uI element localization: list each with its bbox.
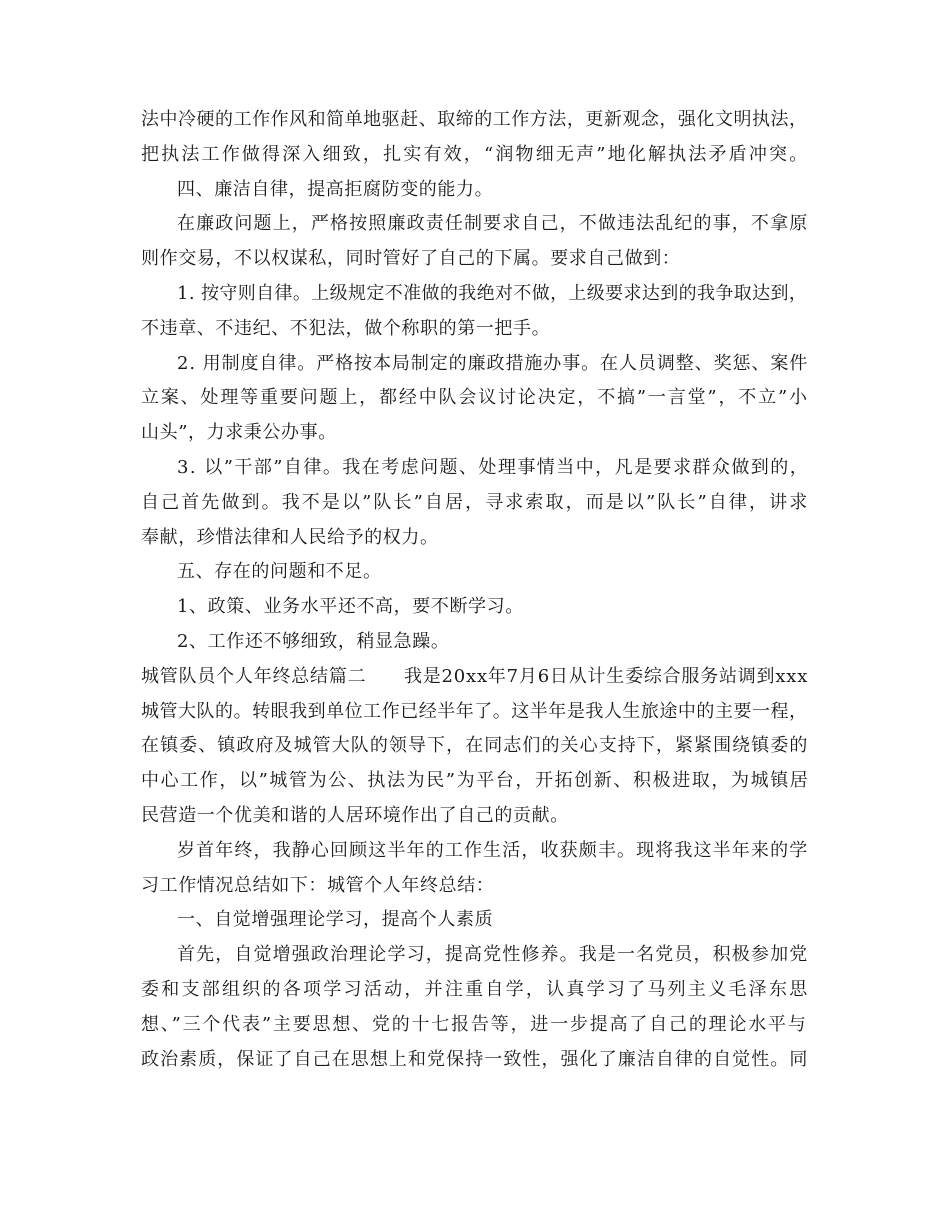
list-item: 1、政策、业务水平还不高，要不断学习。 [177, 596, 524, 618]
text-line: 自己首先做到。我不是以”队长”自居，寻求索取，而是以”队长”自律，讲求 [141, 491, 810, 513]
text-line: 想、”三个代表”主要思想、党的十七报告等，进一步提高了自己的理论水平与 [141, 1013, 808, 1035]
text-line: 在镇委、镇政府及城管大队的领导下，在同志们的关心支持下，紧紧围绕镇委的 [141, 735, 809, 757]
text-line: 委和支部组织的各项学习活动，并注重自学，认真学习了马列主义毛泽东思 [141, 979, 810, 1000]
text-line: 不违章、不违纪、不犯法，做个称职的第一把手。 [141, 317, 551, 339]
text-line: 岁首年终，我静心回顾这半年的工作生活，收获颇丰。现将我这半年来的学 [177, 839, 809, 861]
article-title-line: 城管队员个人年终总结篇二 我是20xx年7月6日从计生委综合服务站调到xxx [141, 665, 809, 687]
text-line: 首先，自觉增强政治理论学习，提高党性修养。我是一名党员，积极参加党 [177, 944, 809, 966]
text-line: 把执法工作做得深入细致，扎实有效，“润物细无声”地化解执法矛盾冲突。 [141, 143, 810, 165]
section-heading: 四、廉洁自律，提高拒腐防变的能力。 [177, 178, 494, 200]
text-line: 则作交易，不以权谋私，同时管好了自己的下属。要求自己做到： [141, 248, 681, 270]
text-line: 城管大队的。转眼我到单位工作已经半年了。这半年是我人生旅途中的主要一程， [141, 700, 808, 722]
section-heading: 一、自觉增强理论学习，提高个人素质 [177, 909, 494, 931]
text-line: 奉献，珍惜法律和人民给予的权力。 [141, 526, 439, 548]
text-line: 山头”，力求秉公办事。 [141, 422, 337, 444]
list-item: 3. 以”干部”自律。我在考虑问题、处理事情当中，凡是要求群众做到的， [177, 457, 810, 478]
text-line: 中心工作，以”城管为公、执法为民”为平台，开拓创新、积极进取，为城镇居 [141, 770, 810, 792]
list-item: 2. 用制度自律。严格按本局制定的廉政措施办事。在人员调整、奖惩、案件 [177, 352, 809, 374]
text-line: 政治素质，保证了自己在思想上和党保持一致性，强化了廉洁自律的自觉性。同 [141, 1048, 809, 1070]
text-line: 立案、处理等重要问题上，都经中队会议讨论决定，不搞”一言堂”，不立”小 [141, 387, 809, 409]
text-line: 法中冷硬的工作作风和简单地驱赶、取缔的工作方法，更新观念，强化文明执法， [141, 109, 808, 130]
section-heading: 五、存在的问题和不足。 [177, 561, 382, 583]
text-line: 民营造一个优美和谐的人居环境作出了自己的贡献。 [141, 805, 569, 826]
text-line: 在廉政问题上，严格按照廉政责任制要求自己，不做违法乱纪的事，不拿原 [177, 213, 809, 235]
list-item: 1. 按守则自律。上级规定不准做的我绝对不做，上级要求达到的我争取达到， [177, 283, 808, 304]
text-line: 习工作情况总结如下：城管个人年终总结： [141, 874, 495, 896]
list-item: 2、工作还不够细致，稍显急躁。 [177, 631, 450, 652]
